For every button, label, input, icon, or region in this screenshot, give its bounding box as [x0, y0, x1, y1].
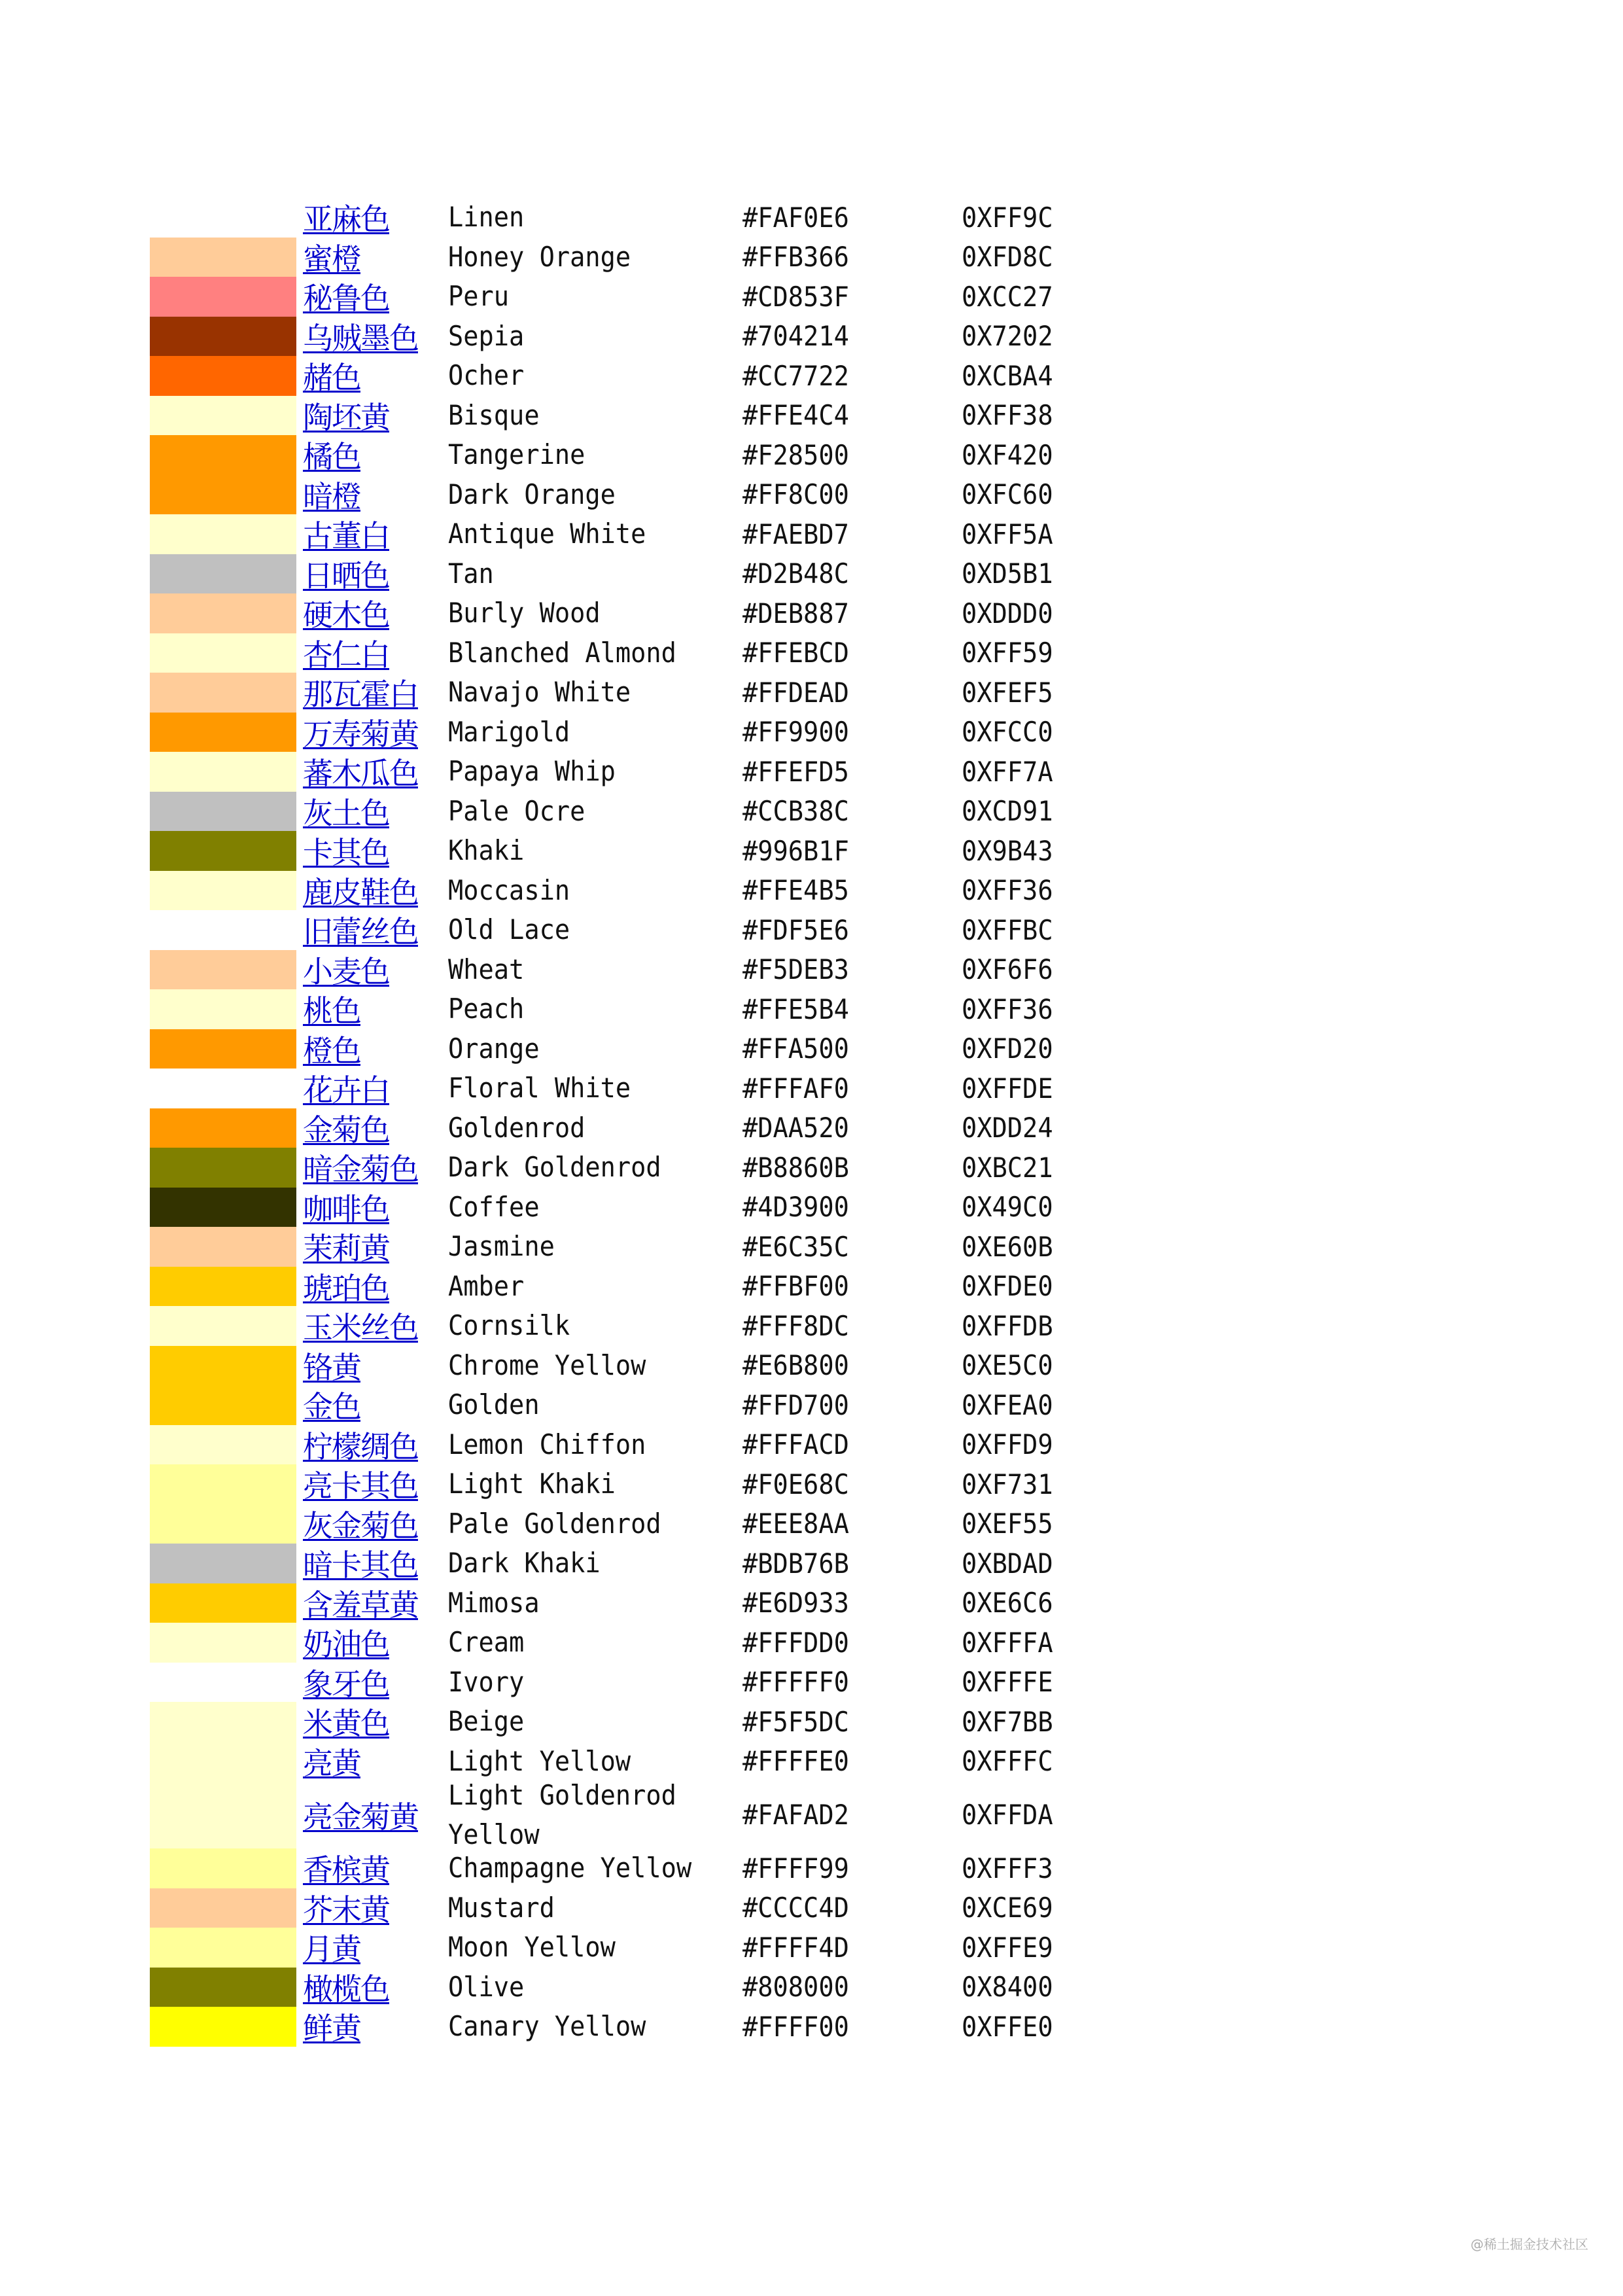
hex-value: #FFDEAD [742, 676, 849, 709]
color-swatch [150, 1346, 296, 1386]
color-code: 0XE6C6 [962, 1587, 1053, 1619]
color-code: 0XFFE9 [962, 1931, 1053, 1964]
hex-value: #4D3900 [742, 1191, 849, 1224]
chinese-name-link[interactable]: 万寿菊黄 [303, 716, 418, 752]
chinese-name-link[interactable]: 橄榄色 [303, 1971, 389, 2007]
color-code: 0XFD8C [962, 241, 1053, 274]
color-swatch [150, 1702, 296, 1742]
hex-value: #F5DEB3 [742, 953, 849, 986]
color-code: 0XFD20 [962, 1033, 1053, 1065]
hex-value: #F0E68C [742, 1468, 849, 1500]
chinese-name-link[interactable]: 橘色 [303, 439, 360, 475]
color-swatch [150, 1306, 296, 1346]
table-row [150, 871, 1131, 911]
english-name: Floral White [448, 1072, 631, 1104]
table-row [150, 1544, 1131, 1583]
table-row [150, 1108, 1131, 1148]
english-name: Coffee [448, 1190, 540, 1223]
english-name: Light Yellow [448, 1744, 631, 1777]
color-code: 0X8400 [962, 1971, 1053, 2004]
color-swatch [150, 752, 296, 792]
table-row [150, 593, 1131, 633]
color-code: 0XFFDA [962, 1799, 1053, 1831]
hex-value: #FFF8DC [742, 1309, 849, 1342]
hex-value: #BDB76B [742, 1547, 849, 1580]
hex-value: #FAEBD7 [742, 518, 849, 550]
english-name: Navajo White [448, 676, 631, 709]
color-code: 0XFC60 [962, 478, 1053, 511]
color-code: 0XFFF3 [962, 1852, 1053, 1884]
color-code: 0XF731 [962, 1468, 1053, 1500]
hex-value: #CCB38C [742, 795, 849, 828]
hex-value: #F28500 [742, 438, 849, 471]
color-swatch [150, 1623, 296, 1663]
chinese-name-link[interactable]: 硬木色 [303, 597, 389, 633]
english-name: Burly Wood [448, 597, 601, 629]
table-row [150, 1663, 1131, 1703]
color-swatch [150, 1148, 296, 1188]
chinese-name-link[interactable]: 灰土色 [303, 795, 389, 831]
chinese-name-link[interactable]: 米黄色 [303, 1706, 389, 1742]
color-table [150, 198, 1131, 2047]
color-code: 0XFFFE [962, 1666, 1053, 1699]
color-code: 0XFFFC [962, 1745, 1053, 1778]
chinese-name-link[interactable]: 金菊色 [303, 1112, 389, 1148]
chinese-name-link[interactable]: 铬黄 [303, 1349, 360, 1385]
chinese-name-link[interactable]: 杏仁白 [303, 637, 389, 673]
table-row [150, 198, 1131, 238]
color-code: 0XFFFA [962, 1626, 1053, 1659]
chinese-name-link[interactable]: 小麦色 [303, 953, 389, 989]
hex-value: #FFFDD0 [742, 1626, 849, 1659]
color-swatch [150, 198, 296, 238]
chinese-name-link[interactable]: 茉莉黄 [303, 1231, 389, 1267]
table-row [150, 950, 1131, 990]
chinese-name-link[interactable]: 暗卡其色 [303, 1547, 418, 1583]
hex-value: #FAF0E6 [742, 201, 849, 234]
hex-value: #B8860B [742, 1151, 849, 1184]
english-name: Golden [448, 1388, 540, 1421]
english-name: Orange [448, 1032, 540, 1065]
chinese-name-link[interactable]: 旧蕾丝色 [303, 914, 418, 950]
hex-value: #FAFAD2 [742, 1799, 849, 1831]
table-row [150, 1928, 1131, 1968]
color-swatch [150, 1069, 296, 1108]
color-swatch [150, 1464, 296, 1504]
table-row [150, 396, 1131, 436]
english-name: Dark Khaki [448, 1547, 601, 1580]
color-code: 0XE60B [962, 1230, 1053, 1263]
english-name: Light Goldenrod Yellow [448, 1778, 692, 1850]
hex-value: #CCCC4D [742, 1892, 849, 1924]
english-name: Chrome Yellow [448, 1349, 646, 1381]
color-code: 0XFFBC [962, 913, 1053, 946]
table-row [150, 1968, 1131, 2007]
hex-value: #DAA520 [742, 1112, 849, 1144]
chinese-name-link[interactable]: 卡其色 [303, 835, 389, 871]
table-row [150, 910, 1131, 950]
hex-value: #E6D933 [742, 1587, 849, 1619]
hex-value: #FFFF4D [742, 1931, 849, 1964]
chinese-name-link[interactable]: 灰金菊色 [303, 1508, 418, 1544]
color-code: 0X49C0 [962, 1191, 1053, 1224]
table-row [150, 475, 1131, 515]
english-name: Cornsilk [448, 1309, 570, 1342]
color-code: 0XCD91 [962, 795, 1053, 828]
table-row [150, 1306, 1131, 1346]
table-row [150, 1029, 1131, 1069]
color-swatch [150, 1544, 296, 1583]
color-swatch [150, 396, 296, 436]
english-name: Amber [448, 1269, 525, 1302]
color-code: 0XEF55 [962, 1508, 1053, 1540]
table-row [150, 1504, 1131, 1544]
english-name: Jasmine [448, 1230, 555, 1263]
english-name: Light Khaki [448, 1468, 616, 1500]
color-swatch [150, 1928, 296, 1968]
english-name: Tan [448, 557, 494, 590]
english-name: Lemon Chiffon [448, 1428, 646, 1460]
color-code: 0XCE69 [962, 1892, 1053, 1924]
chinese-name-link[interactable]: 含羞草黄 [303, 1587, 418, 1623]
chinese-name-link[interactable]: 蕃木瓜色 [303, 756, 418, 792]
english-name: Pale Ocre [448, 794, 585, 827]
color-swatch [150, 1742, 296, 1782]
color-code: 0X7202 [962, 320, 1053, 353]
table-row [150, 1346, 1131, 1386]
table-row [150, 1267, 1131, 1307]
chinese-name-link[interactable]: 亮黄 [303, 1745, 360, 1781]
color-code: 0XFFDE [962, 1072, 1053, 1104]
color-swatch [150, 1781, 296, 1848]
color-swatch [150, 593, 296, 633]
color-swatch [150, 277, 296, 317]
table-row [150, 1425, 1131, 1465]
english-name: Antique White [448, 518, 646, 550]
color-code: 0XFEF5 [962, 676, 1053, 709]
color-code: 0XBDAD [962, 1547, 1053, 1580]
color-swatch [150, 317, 296, 357]
hex-value: #996B1F [742, 834, 849, 867]
color-swatch [150, 633, 296, 673]
color-swatch [150, 435, 296, 475]
color-code: 0XFEA0 [962, 1388, 1053, 1421]
hex-value: #FFD700 [742, 1388, 849, 1421]
color-swatch [150, 792, 296, 832]
color-swatch [150, 713, 296, 752]
english-name: Tangerine [448, 438, 585, 471]
table-row [150, 554, 1131, 594]
color-code: 0XCBA4 [962, 359, 1053, 392]
english-name: Olive [448, 1970, 525, 2003]
color-swatch [150, 673, 296, 713]
hex-value: #FFFF00 [742, 2010, 849, 2043]
english-name: Khaki [448, 834, 525, 867]
color-code: 0XFDE0 [962, 1270, 1053, 1303]
hex-value: #FFE4C4 [742, 399, 849, 432]
hex-value: #FFFFE0 [742, 1745, 849, 1778]
hex-value: #CC7722 [742, 359, 849, 392]
hex-value: #FFEBCD [742, 637, 849, 669]
table-row [150, 277, 1131, 317]
hex-value: #FFE5B4 [742, 993, 849, 1025]
color-code: 0XFF9C [962, 201, 1053, 234]
table-row [150, 435, 1131, 475]
color-code: 0XFF5A [962, 518, 1053, 550]
english-name: Dark Orange [448, 478, 616, 510]
english-name: Bisque [448, 398, 540, 431]
chinese-name-link[interactable]: 香槟黄 [303, 1852, 389, 1888]
chinese-name-link[interactable]: 陶坯黄 [303, 399, 389, 435]
english-name: Peru [448, 280, 510, 313]
chinese-name-link[interactable]: 暗金菊色 [303, 1152, 418, 1188]
color-swatch [150, 1227, 296, 1267]
hex-value: #FF8C00 [742, 478, 849, 511]
color-swatch [150, 1583, 296, 1623]
chinese-name-link[interactable]: 那瓦霍白 [303, 677, 418, 713]
english-name: Pale Goldenrod [448, 1507, 661, 1540]
table-row [150, 1188, 1131, 1227]
color-code: 0XFF36 [962, 874, 1053, 907]
english-name: Moccasin [448, 874, 570, 906]
color-swatch [150, 1968, 296, 2007]
color-swatch [150, 989, 296, 1029]
english-name: Dark Goldenrod [448, 1151, 661, 1184]
color-code: 0XFFE0 [962, 2010, 1053, 2043]
hex-value: #704214 [742, 320, 849, 353]
hex-value: #FFBF00 [742, 1270, 849, 1303]
color-code: 0X9B43 [962, 834, 1053, 867]
english-name: Blanched Almond [448, 636, 676, 669]
color-code: 0XF6F6 [962, 953, 1053, 986]
color-swatch [150, 910, 296, 950]
color-swatch [150, 1029, 296, 1069]
color-swatch [150, 1188, 296, 1227]
chinese-name-link[interactable]: 日晒色 [303, 557, 389, 593]
english-name: Ivory [448, 1665, 525, 1698]
english-name: Mustard [448, 1891, 555, 1924]
hex-value: #E6B800 [742, 1349, 849, 1382]
chinese-name-link[interactable]: 柠檬绸色 [303, 1428, 418, 1464]
hex-value: #FFFF99 [742, 1852, 849, 1884]
color-code: 0XFCC0 [962, 716, 1053, 749]
table-row [150, 1778, 1131, 1850]
color-code: 0XFFD9 [962, 1428, 1053, 1461]
table-row [150, 673, 1131, 713]
chinese-name-link[interactable]: 象牙色 [303, 1666, 389, 1702]
chinese-name-link[interactable]: 奶油色 [303, 1627, 389, 1663]
hex-value: #CD853F [742, 280, 849, 313]
table-row [150, 1583, 1131, 1623]
hex-value: #DEB887 [742, 597, 849, 629]
color-swatch [150, 1848, 296, 1888]
hex-value: #FFFACD [742, 1428, 849, 1461]
color-swatch [150, 238, 296, 277]
english-name: Linen [448, 201, 525, 234]
chinese-name-link[interactable]: 玉米丝色 [303, 1310, 418, 1346]
color-swatch [150, 1888, 296, 1928]
chinese-name-link[interactable]: 橙色 [303, 1033, 360, 1069]
hex-value: #FFB366 [742, 241, 849, 274]
chinese-name-link[interactable]: 古董白 [303, 518, 389, 554]
hex-value: #FF9900 [742, 716, 849, 749]
color-code: 0XFF7A [962, 755, 1053, 788]
chinese-name-link[interactable]: 蜜橙 [303, 241, 360, 277]
chinese-name-link[interactable]: 秘鲁色 [303, 281, 389, 317]
color-swatch [150, 871, 296, 911]
color-swatch [150, 831, 296, 871]
color-code: 0XD5B1 [962, 557, 1053, 590]
chinese-name-link[interactable]: 花卉白 [303, 1072, 389, 1108]
chinese-name-link[interactable]: 鲜黄 [303, 2011, 360, 2047]
chinese-name-link[interactable]: 赭色 [303, 360, 360, 396]
color-swatch [150, 1385, 296, 1425]
color-code: 0XFF36 [962, 993, 1053, 1025]
table-row [150, 1888, 1131, 1928]
color-code: 0XE5C0 [962, 1349, 1053, 1382]
table-row [150, 1623, 1131, 1663]
color-swatch [150, 950, 296, 990]
english-name: Wheat [448, 953, 525, 985]
table-row [150, 633, 1131, 673]
color-swatch [150, 1267, 296, 1307]
english-name: Champagne Yellow [448, 1852, 692, 1884]
chinese-name-link[interactable]: 芥末黄 [303, 1892, 389, 1928]
color-swatch [150, 1108, 296, 1148]
table-row [150, 1148, 1131, 1188]
color-code: 0XBC21 [962, 1151, 1053, 1184]
color-swatch [150, 554, 296, 594]
english-name: Honey Orange [448, 240, 631, 273]
color-code: 0XFFDB [962, 1309, 1053, 1342]
color-code: 0XF420 [962, 438, 1053, 471]
chinese-name-link[interactable]: 金色 [303, 1389, 360, 1425]
table-row [150, 238, 1131, 277]
hex-value: #EEE8AA [742, 1508, 849, 1540]
table-row [150, 1385, 1131, 1425]
chinese-name-link[interactable]: 亮金菊黄 [303, 1799, 418, 1835]
hex-value: #FFE4B5 [742, 874, 849, 907]
chinese-name-link[interactable]: 乌贼墨色 [303, 320, 418, 356]
table-row [150, 752, 1131, 792]
table-row [150, 713, 1131, 752]
chinese-name-link[interactable]: 暗橙 [303, 478, 360, 514]
color-code: 0XDDD0 [962, 597, 1053, 629]
english-name: Goldenrod [448, 1111, 585, 1144]
english-name: Cream [448, 1626, 525, 1659]
color-code: 0XFF38 [962, 399, 1053, 432]
hex-value: #F5F5DC [742, 1705, 849, 1738]
table-row [150, 1848, 1131, 1888]
chinese-name-link[interactable]: 亚麻色 [303, 202, 389, 238]
table-row [150, 356, 1131, 396]
english-name: Ocher [448, 359, 525, 392]
chinese-name-link[interactable]: 月黄 [303, 1932, 360, 1968]
english-name: Canary Yellow [448, 2010, 646, 2043]
hex-value: #E6C35C [742, 1230, 849, 1263]
hex-value: #D2B48C [742, 557, 849, 590]
color-code: 0XF7BB [962, 1705, 1053, 1738]
english-name: Peach [448, 993, 525, 1025]
english-name: Old Lace [448, 913, 570, 946]
table-row [150, 514, 1131, 554]
color-code: 0XCC27 [962, 280, 1053, 313]
english-name: Moon Yellow [448, 1931, 616, 1964]
chinese-name-link[interactable]: 琥珀色 [303, 1270, 389, 1306]
color-code: 0XFF59 [962, 637, 1053, 669]
english-name: Mimosa [448, 1586, 540, 1619]
hex-value: #FFFAF0 [742, 1072, 849, 1104]
table-row [150, 989, 1131, 1029]
table-row [150, 1227, 1131, 1267]
color-swatch [150, 2007, 296, 2047]
table-row [150, 317, 1131, 357]
chinese-name-link[interactable]: 鹿皮鞋色 [303, 874, 418, 910]
chinese-name-link[interactable]: 桃色 [303, 993, 360, 1029]
watermark: @稀土掘金技术社区 [1471, 2236, 1588, 2252]
english-name: Sepia [448, 319, 525, 352]
color-swatch [150, 514, 296, 554]
color-swatch [150, 475, 296, 515]
table-row [150, 2007, 1131, 2047]
english-name: Beige [448, 1705, 525, 1738]
color-swatch [150, 1504, 296, 1544]
table-row [150, 1702, 1131, 1742]
table-row [150, 1069, 1131, 1108]
table-row [150, 1464, 1131, 1504]
table-row [150, 831, 1131, 871]
hex-value: #808000 [742, 1971, 849, 2004]
hex-value: #FFFFF0 [742, 1666, 849, 1699]
english-name: Papaya Whip [448, 755, 616, 788]
color-swatch [150, 1425, 296, 1465]
hex-value: #FFA500 [742, 1033, 849, 1065]
color-swatch [150, 1663, 296, 1703]
chinese-name-link[interactable]: 咖啡色 [303, 1191, 389, 1227]
hex-value: #FFEFD5 [742, 755, 849, 788]
table-row [150, 792, 1131, 832]
english-name: Marigold [448, 715, 570, 748]
color-code: 0XDD24 [962, 1112, 1053, 1144]
color-swatch [150, 356, 296, 396]
chinese-name-link[interactable]: 亮卡其色 [303, 1468, 418, 1504]
hex-value: #FDF5E6 [742, 913, 849, 946]
